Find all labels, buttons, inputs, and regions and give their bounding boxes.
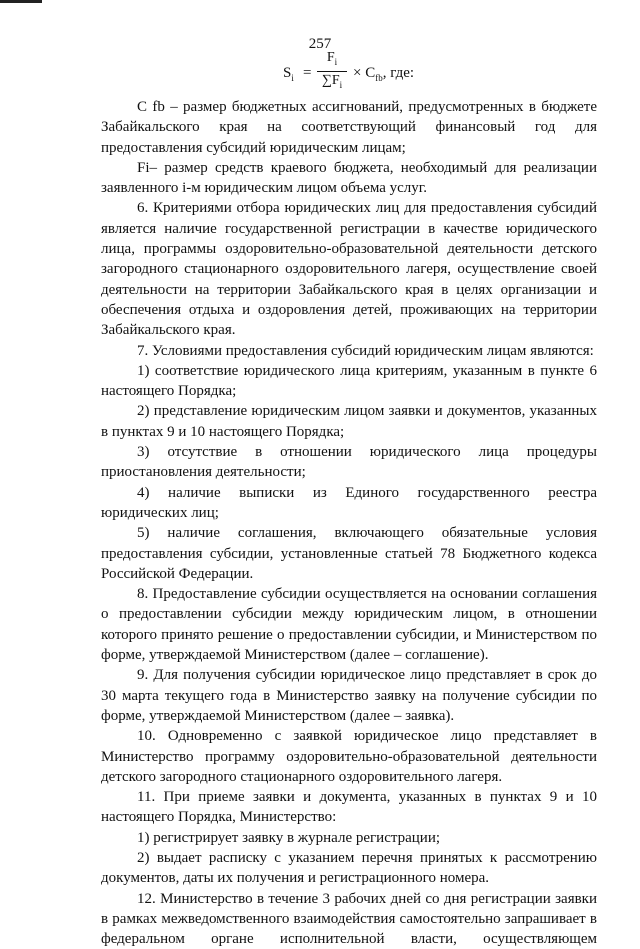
paragraph: Fi– размер средств краевого бюджета, необходимый для реализации заявленного i-м юридическим лицом объема услуг.	[101, 159, 597, 197]
fraction-bar	[317, 71, 347, 72]
document-body	[101, 97, 597, 949]
paragraph: 10. Одновременно с заявкой юридическое лицо представляет в Министерство программу оздоровительно-образовательной деятельности детского загородного стационарного оздоровительного лагеря.	[101, 728, 597, 785]
formula-equals: =	[303, 65, 312, 81]
formula-lhs: $S_i$	[283, 65, 294, 83]
paragraph: 2) представление юридическим лицом заявки и документов, указанных в пунктах 9 и 10 настоящего Порядка;	[101, 403, 597, 440]
paragraph: 4) наличие выписки из Единого государственного реестра юридических лиц;	[101, 484, 597, 521]
paragraph: 9. Для получения субсидии юридическое лицо представляет в срок до 30 марта текущего года в Министерство заявку на получение субсидии по форме, утверждаемой Министерством (далее – заявка).	[101, 667, 597, 724]
paragraph: 11. При приеме заявки и документа, указанных в пунктах 9 и 10 настоящего Порядка, Министерство:	[101, 789, 597, 826]
paragraph: 1) соответствие юридического лица критериям, указанным в пункте 6 настоящего Порядка;	[101, 362, 597, 400]
paragraph: C fb – размер бюджетных ассигнований, предусмотренных в бюджете Забайкальского края на соответствующий финансовый год для предоставления субсидий юридическим лицам;	[101, 99, 597, 156]
paragraph: 8. Предоставление субсидии осуществляется на основании соглашения о предоставлении субсидии между юридическим лицом, в отношении которого принято решение о предоставлении субсидии, и Министерством по форме, утверждаемой Министерством (далее – соглашение).	[101, 586, 597, 664]
formula-denominator: $\sum F_i$	[321, 72, 343, 90]
paragraph: 12. Министерство в течение 3 рабочих дней со дня регистрации заявки в рамках межведомственного взаимодействия самостоятельно запрашивает в федеральном органе исполнительной власти, осуществляющем	[101, 890, 597, 948]
paragraph: 7. Условиями предоставления субсидий юридическим лицам являются:	[137, 342, 594, 359]
paragraph: 2) выдает расписку с указанием перечня принятых к рассмотрению документов, даты их получения и регистрационного номера.	[101, 849, 597, 887]
formula-fraction	[317, 50, 347, 93]
formula-rhs: × $C_{fb}$, где:	[353, 65, 415, 83]
paragraph: 3) отсутствие в отношении юридического лица процедуры приостановления деятельности;	[101, 444, 597, 481]
formula-numerator: $F_i$	[326, 50, 338, 67]
page-number: 257	[308, 36, 332, 52]
paragraph: 1) регистрирует заявку в журнале регистрации;	[137, 829, 441, 846]
paragraph: 5) наличие соглашения, включающего обязательные условия предоставления субсидии, установленные статьей 78 Бюджетного кодекса Российской Федерации.	[101, 525, 597, 582]
paragraph: 6. Критериями отбора юридических лиц для предоставления субсидий является наличие государственной регистрации в качестве юридического лица, программы оздоровительно-образовательной деятельности детского загородного стационарного оздоровительного лагеря, осуществление своей деятельности на территории Забайкальского края в целях организации и обеспечения отдыха и оздоровления детей, проживающих на территории Забайкальского края.	[101, 200, 597, 339]
top-rule	[0, 0, 42, 3]
